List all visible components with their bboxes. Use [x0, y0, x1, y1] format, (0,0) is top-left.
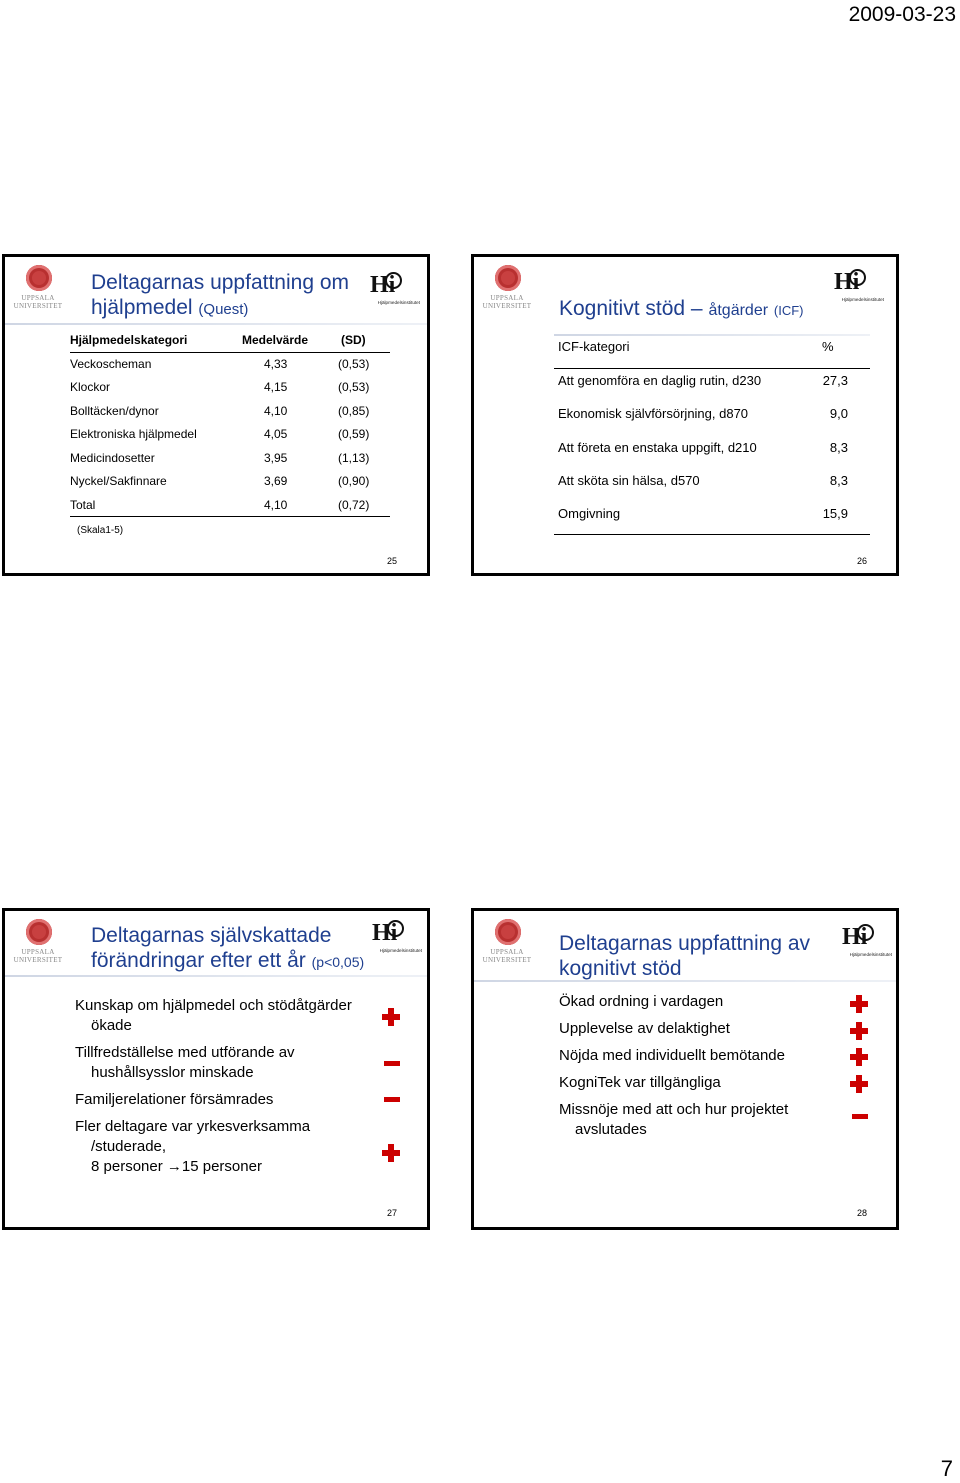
- title-suffix: (Quest): [198, 301, 249, 318]
- university-seal-icon: [495, 919, 521, 945]
- table-cell: (0,53): [338, 356, 370, 371]
- hjalpmedelsinstitutet-logo: [370, 919, 422, 957]
- perception-list: [559, 992, 859, 1147]
- table-cell: Nyckel/Sakfinnare: [70, 474, 167, 488]
- title-sub: åtgärder: [708, 302, 769, 319]
- table-row: [558, 503, 848, 536]
- list-item: [75, 1043, 395, 1083]
- table-cell: 8,3: [829, 472, 848, 488]
- table-row: [70, 401, 370, 425]
- hjalpmedelsinstitutet-logo: [840, 923, 892, 961]
- plus-icon: [850, 1075, 868, 1093]
- minus-icon: [384, 1097, 400, 1102]
- table-row: [70, 471, 370, 495]
- list-item: [559, 1019, 859, 1039]
- table-row: [558, 437, 848, 470]
- hi-logo-mark: Hi: [842, 924, 868, 950]
- table-cell: 27,3: [822, 373, 848, 388]
- table-header-row: [558, 337, 848, 370]
- table-cell: 8,3: [829, 439, 848, 455]
- column-header: ICF-kategori: [558, 339, 630, 354]
- table-cell: 3,95: [264, 450, 288, 465]
- minus-icon: [384, 1061, 400, 1066]
- table-cell: (0,59): [338, 427, 370, 441]
- hi-logo-text: Hjälpmedelsinstitutet: [849, 952, 892, 957]
- table-cell: (1,13): [338, 450, 370, 465]
- list-item: [559, 1046, 859, 1066]
- table-row: [558, 403, 848, 436]
- university-seal-icon: [495, 265, 521, 291]
- item-text: Upplevelse av delaktighet: [559, 1020, 730, 1037]
- uu-logo-text: UPPSALA UNIVERSITET: [482, 948, 532, 964]
- uppsala-university-logo: [10, 265, 66, 313]
- item-text: Ökad ordning i vardagen: [559, 993, 724, 1010]
- item-text-cont: /studerade,: [91, 1138, 167, 1155]
- title-line-2: kognitivt stöd: [559, 957, 682, 980]
- plus-icon: [850, 1048, 868, 1066]
- university-seal-icon: [26, 919, 52, 945]
- uu-logo-text: UPPSALA UNIVERSITET: [13, 294, 63, 310]
- title-divider: [474, 980, 896, 982]
- table-row: [558, 470, 848, 503]
- item-text-cont: ökade: [91, 1017, 132, 1034]
- uu-logo-text: UPPSALA UNIVERSITET: [482, 294, 532, 310]
- column-header: Medelvärde: [242, 333, 309, 347]
- table-cell: 15,9: [822, 506, 848, 522]
- item-text-cont: 8 personer →15 personer: [91, 1158, 262, 1175]
- table-cell: Bolltäcken/dynor: [70, 403, 159, 418]
- table-cell: 9,0: [829, 406, 848, 422]
- table-cell: Medicindosetter: [70, 450, 155, 465]
- table-cell: (0,90): [338, 474, 370, 488]
- table-cell: 4,33: [264, 356, 288, 371]
- slide-number: 28: [857, 1208, 868, 1218]
- item-text-cont: avslutades: [575, 1121, 647, 1138]
- plus-icon: [850, 995, 868, 1013]
- plus-icon: [850, 1022, 868, 1040]
- item-text: Missnöje med att och hur projektet: [559, 1101, 789, 1118]
- scale-note: (Skala1-5): [77, 525, 124, 536]
- table-rule: [554, 368, 870, 369]
- minus-icon: [852, 1114, 868, 1119]
- list-item: [559, 992, 859, 1012]
- table-cell: Att genomföra en daglig rutin, d230: [558, 373, 762, 388]
- table-row: [70, 354, 370, 378]
- item-text: Kunskap om hjälpmedel och stödåtgärder: [75, 997, 352, 1014]
- column-header: (SD): [341, 333, 366, 347]
- slide-number: 27: [387, 1208, 398, 1218]
- table-cell: Veckoscheman: [70, 356, 152, 371]
- table-cell: 3,69: [264, 474, 288, 488]
- list-item: [75, 996, 395, 1036]
- slide-title: [559, 296, 804, 323]
- table-cell: Total: [70, 497, 96, 512]
- table-cell: (0,53): [338, 380, 370, 394]
- hi-logo-text: Hjälpmedelsinstitutet: [379, 948, 422, 953]
- uppsala-university-logo: [479, 919, 535, 967]
- slide-title: [559, 931, 810, 981]
- hi-logo-mark: Hi: [370, 272, 396, 298]
- table-cell: 4,15: [264, 380, 288, 394]
- hjalpmedelsinstitutet-logo: [368, 271, 420, 309]
- title-suffix: (p<0,05): [311, 954, 365, 970]
- slide-27: [2, 908, 430, 1230]
- table-cell: Att företa en enstaka uppgift, d210: [558, 439, 757, 455]
- title-line-1: Deltagarnas uppfattning om: [91, 271, 349, 294]
- title-line-1: Deltagarnas uppfattning av: [559, 932, 811, 955]
- hi-logo-text: Hjälpmedelsinstitutet: [377, 300, 420, 305]
- title-divider: [554, 334, 870, 336]
- list-item: [75, 1117, 395, 1177]
- hi-logo-text: Hjälpmedelsinstitutet: [841, 297, 884, 302]
- hi-logo-mark: Hi: [834, 269, 860, 295]
- item-text: Tillfredställelse med utförande av: [75, 1044, 295, 1061]
- table-cell: Klockor: [70, 380, 111, 394]
- table-cell: 4,10: [264, 497, 288, 512]
- title-main: Kognitivt stöd: [559, 297, 686, 320]
- slide-26: [471, 254, 899, 576]
- item-text: KogniTek var tillgängliga: [559, 1074, 721, 1091]
- table-rule: [70, 516, 390, 517]
- slide-title: [91, 923, 364, 975]
- table-row: [70, 377, 370, 401]
- slide-title: [91, 270, 349, 322]
- table-cell: (0,72): [338, 497, 370, 512]
- uppsala-university-logo: [10, 919, 66, 967]
- item-text-cont: hushållsysslor minskade: [91, 1064, 254, 1081]
- item-text: Fler deltagare var yrkesverksamma: [75, 1118, 311, 1135]
- document-date: 2009-03-23: [848, 3, 956, 26]
- list-item: [559, 1073, 859, 1093]
- title-line-2: förändringar efter ett år: [91, 949, 306, 972]
- quest-table: [70, 330, 370, 518]
- table-cell: (0,85): [338, 403, 370, 418]
- table-rule: [554, 534, 870, 535]
- table-row: [558, 370, 848, 403]
- table-cell: Ekonomisk självförsörjning, d870: [558, 406, 749, 422]
- page-number: 7: [940, 1456, 953, 1481]
- column-header: Hjälpmedelskategori: [70, 333, 188, 347]
- table-cell: 4,10: [264, 403, 288, 418]
- table-row: [70, 448, 370, 472]
- table-rule: [70, 352, 390, 353]
- table-header-row: [70, 330, 370, 354]
- list-item: [75, 1090, 395, 1110]
- table-cell: 4,05: [264, 427, 288, 441]
- column-header: %: [822, 339, 834, 354]
- slide-25: [2, 254, 430, 576]
- plus-icon: [382, 1008, 400, 1026]
- hi-logo-mark: Hi: [372, 920, 398, 946]
- title-divider: [5, 323, 427, 325]
- title-dash: –: [690, 297, 703, 320]
- title-divider: [5, 975, 427, 977]
- item-text: Nöjda med individuellt bemötande: [559, 1047, 785, 1064]
- university-seal-icon: [26, 265, 52, 291]
- change-list: [75, 996, 395, 1184]
- table-cell: Att sköta sin hälsa, d570: [558, 472, 700, 488]
- plus-icon: [382, 1144, 400, 1162]
- title-line-1: Deltagarnas självskattade: [91, 924, 332, 947]
- slide-number: 26: [857, 556, 868, 566]
- icf-table: [558, 337, 848, 536]
- title-suffix: (ICF): [773, 303, 804, 318]
- uu-logo-text: UPPSALA UNIVERSITET: [13, 948, 63, 964]
- uppsala-university-logo: [479, 265, 535, 313]
- item-text: Familjerelationer försämrades: [75, 1091, 274, 1108]
- table-cell: Omgivning: [558, 506, 621, 522]
- slide-28: [471, 908, 899, 1230]
- hjalpmedelsinstitutet-logo: [832, 268, 884, 306]
- table-cell: Elektroniska hjälpmedel: [70, 427, 197, 441]
- table-row: [70, 495, 370, 519]
- table-row: [70, 424, 370, 448]
- title-line-2: hjälpmedel: [91, 296, 193, 319]
- slide-number: 25: [387, 556, 398, 566]
- list-item: [559, 1100, 859, 1140]
